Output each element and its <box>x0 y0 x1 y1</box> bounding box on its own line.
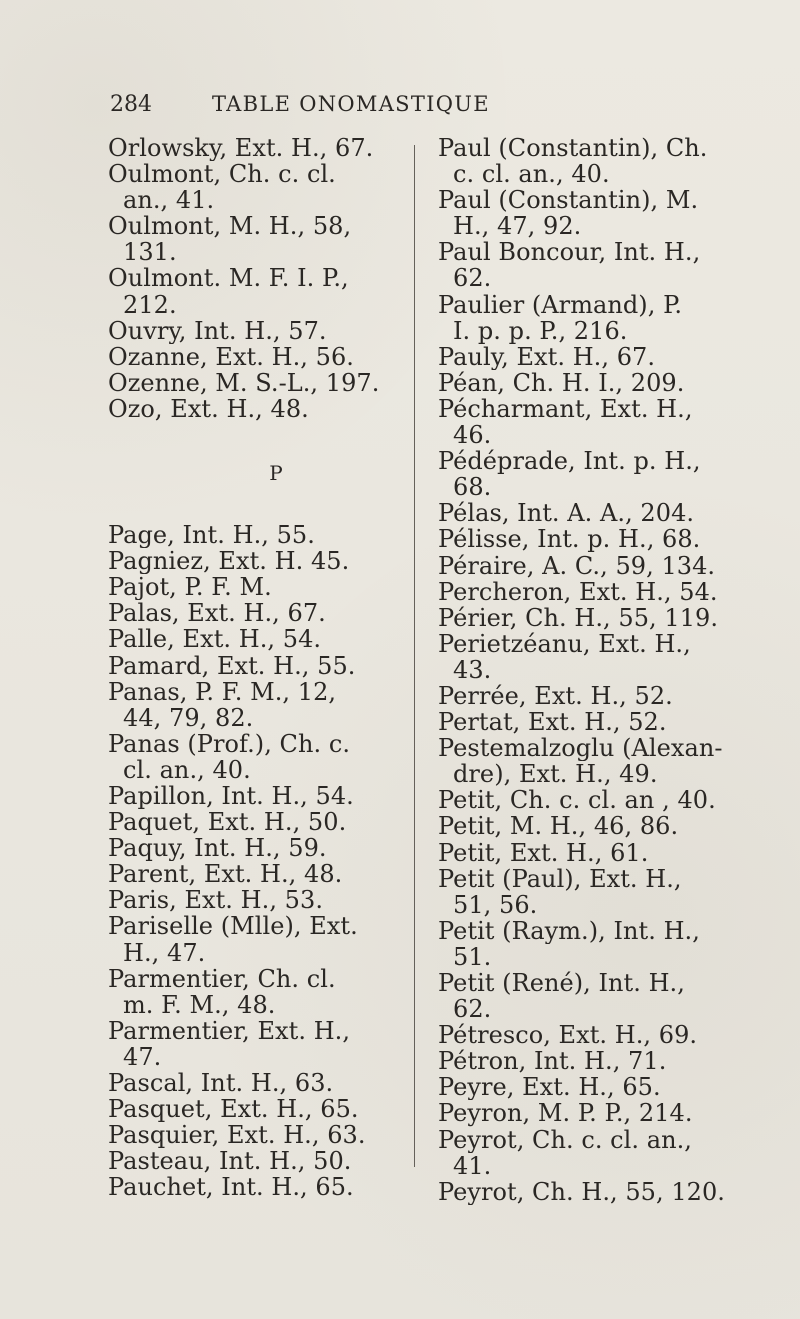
index-entry-line: Ozenne, M. S.-L., 197. <box>108 369 380 396</box>
index-entry-continuation: H., 47. <box>123 939 206 966</box>
index-entry-line: Palas, Ext. H., 67. <box>108 600 326 627</box>
right-index-column <box>438 135 730 1205</box>
index-entry-line: Petit (Paul), Ext. H., <box>438 865 682 892</box>
index-entry-line: Petit, Ext. H., 61. <box>438 839 649 866</box>
index-entry-continuation: cl. an., 40. <box>123 756 251 783</box>
index-entry-continuation: 44, 79, 82. <box>123 704 254 731</box>
index-entry-line: Peyrot, Ch. H., 55, 120. <box>438 1178 725 1205</box>
index-entry-line: Page, Int. H., 55. <box>108 522 315 549</box>
index-entry-continuation: 131. <box>123 239 177 266</box>
index-entry-line: Paulier (Armand), P. <box>438 291 683 318</box>
index-entry-line: Oulmont, M. H., 58, <box>108 213 352 240</box>
index-entry-line: Petit (Raym.), Int. H., <box>438 917 700 944</box>
index-entry-line: Pascal, Int. H., 63. <box>108 1070 334 1097</box>
index-entry-line: Paul (Constantin), M. <box>438 187 699 214</box>
index-entry-continuation: c. cl. an., 40. <box>453 161 610 188</box>
index-entry-line: Pariselle (Mlle), Ext. <box>108 913 358 940</box>
column-divider <box>414 145 415 1167</box>
index-entry-line: Parmentier, Ch. cl. <box>108 965 336 992</box>
index-entry-continuation: m. F. M., 48. <box>123 991 276 1018</box>
index-entry-line: Pélisse, Int. p. H., 68. <box>438 526 701 553</box>
index-entry-line: Paquy, Int. H., 59. <box>108 835 327 862</box>
index-entry-line: Peyron, M. P. P., 214. <box>438 1100 693 1127</box>
index-entry-continuation: 51, 56. <box>453 891 538 918</box>
index-entry-line: Percheron, Ext. H., 54. <box>438 578 718 605</box>
index-entry-line: Pauchet, Int. H., 65. <box>108 1174 354 1201</box>
index-entry-line: Parent, Ext. H., 48. <box>108 861 343 888</box>
index-entry-line: Pauly, Ext. H., 67. <box>438 343 656 370</box>
index-entry-line: Pasquet, Ext. H., 65. <box>108 1096 359 1123</box>
index-entry-continuation: an., 41. <box>123 187 215 214</box>
index-entry-line: Perrée, Ext. H., 52. <box>438 682 673 710</box>
index-entry-line: Péraire, A. C., 59, 134. <box>438 552 716 579</box>
index-entry-line: Pajot, P. F. M. <box>108 574 272 601</box>
page-header-title: TABLE ONOMASTIQUE <box>212 92 490 116</box>
index-entry-continuation: 41. <box>453 1152 492 1179</box>
index-entry-continuation: 212. <box>123 291 177 318</box>
left-index-column <box>108 135 400 1200</box>
index-entry-line: Pécharmant, Ext. H., <box>438 395 693 423</box>
section-letter-heading: P <box>269 461 283 486</box>
index-entry-continuation: I. p. p. P., 216. <box>453 317 628 344</box>
index-entry-line: Pagniez, Ext. H. 45. <box>108 548 350 575</box>
index-entry-line: Pasteau, Int. H., 50. <box>108 1148 352 1175</box>
index-entry-continuation: 43. <box>453 656 492 683</box>
index-entry-continuation: dre), Ext. H., 49. <box>453 761 658 788</box>
index-entry-line: Pédéprade, Int. p. H., <box>438 448 701 475</box>
index-entry-line: Parmentier, Ext. H., <box>108 1017 351 1044</box>
index-entry-line: Papillon, Int. H., 54. <box>108 782 354 810</box>
index-entry-line: Pertat, Ext. H., 52. <box>438 709 667 736</box>
index-entry-line: Ozanne, Ext. H., 56. <box>108 343 354 370</box>
index-entry-continuation: 68. <box>453 474 492 501</box>
index-entry-line: Panas, P. F. M., 12, <box>108 678 337 705</box>
index-entry-line: Oulmont, Ch. c. cl. <box>108 161 336 188</box>
index-entry-line: Palle, Ext. H., 54. <box>108 626 322 653</box>
index-entry-line: Petit, M. H., 46, 86. <box>438 813 679 840</box>
page-header <box>110 88 670 120</box>
index-entry-line: Pasquier, Ext. H., 63. <box>108 1122 366 1149</box>
index-entry-line: Ozo, Ext. H., 48. <box>108 395 309 423</box>
index-entry-continuation: H., 47, 92. <box>453 213 582 240</box>
index-entry-continuation: 62. <box>453 996 492 1023</box>
index-entry-line: Paquet, Ext. H., 50. <box>108 809 347 836</box>
page-number: 284 <box>110 91 152 117</box>
index-entry-continuation: 51. <box>453 943 492 970</box>
index-entry-line: Péan, Ch. H. I., 209. <box>438 369 685 396</box>
index-entry-line: Perietzéanu, Ext. H., <box>438 630 691 657</box>
index-entry-line: Paul (Constantin), Ch. <box>438 135 708 162</box>
index-entry-line: Oulmont. M. F. I. P., <box>108 265 349 292</box>
index-entry-line: Pétresco, Ext. H., 69. <box>438 1022 698 1049</box>
index-entry-line: Ouvry, Int. H., 57. <box>108 317 327 344</box>
index-entry-continuation: 47. <box>123 1043 162 1070</box>
index-entry-line: Paul Boncour, Int. H., <box>438 239 701 266</box>
index-entry-line: Pétron, Int. H., 71. <box>438 1048 667 1075</box>
index-entry-line: Peyrot, Ch. c. cl. an., <box>438 1126 692 1153</box>
index-entry-line: Paris, Ext. H., 53. <box>108 887 323 914</box>
index-entry-line: Panas (Prof.), Ch. c. <box>108 730 350 757</box>
index-entry-line: Petit (René), Int. H., <box>438 970 685 997</box>
index-entry-continuation: 46. <box>453 422 492 449</box>
index-entry-continuation: 62. <box>453 265 492 292</box>
index-entry-line: Orlowsky, Ext. H., 67. <box>108 135 374 162</box>
index-entry-line: Petit, Ch. c. cl. an , 40. <box>438 787 716 814</box>
index-entry-line: Pestemalzoglu (Alexan- <box>438 735 723 762</box>
index-entry-line: Peyre, Ext. H., 65. <box>438 1074 661 1101</box>
index-entry-line: Pélas, Int. A. A., 204. <box>438 500 695 527</box>
index-entry-line: Périer, Ch. H., 55, 119. <box>438 604 719 631</box>
index-entry-line: Pamard, Ext. H., 55. <box>108 652 356 679</box>
